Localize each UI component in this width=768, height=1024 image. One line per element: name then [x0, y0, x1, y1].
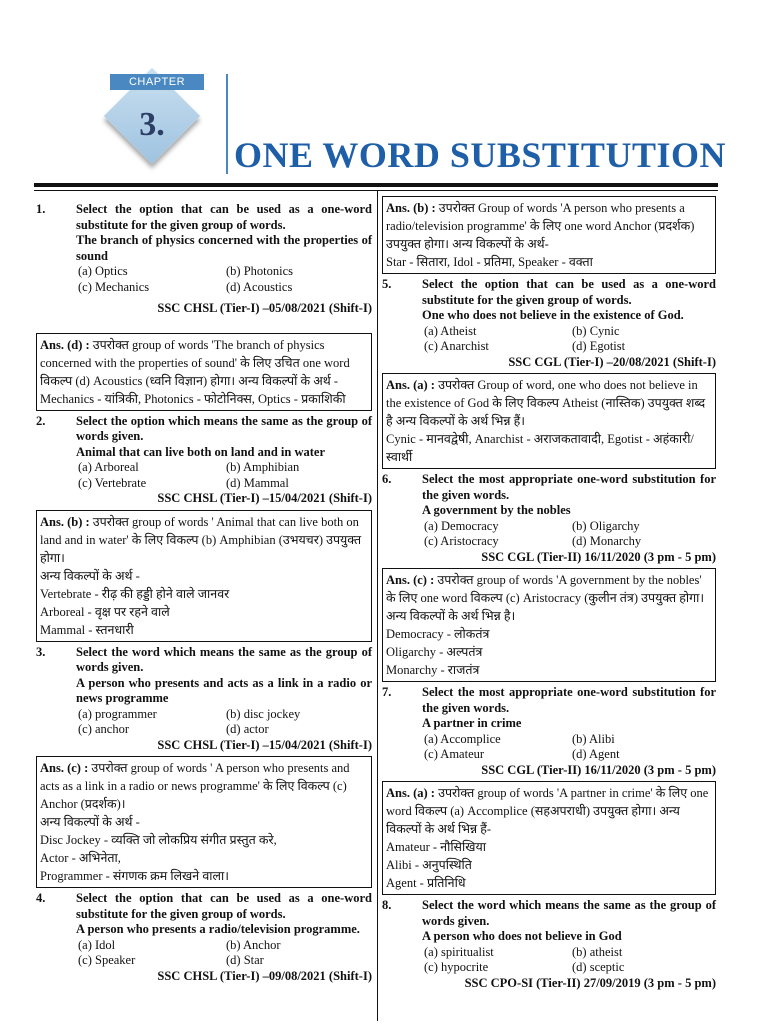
- answer-box-1: [36, 333, 372, 411]
- answer-line: Oligarchy - अल्पतंत्र: [386, 645, 483, 659]
- options: [78, 264, 372, 295]
- option-c: (c) anchor: [78, 722, 130, 736]
- option-c: (c) Vertebrate: [78, 475, 147, 490]
- option-a: (a) Arboreal: [78, 460, 139, 474]
- option-b: (b) Photonics: [226, 264, 294, 278]
- question-5: [382, 277, 716, 324]
- option-b: (b) disc jockey: [226, 706, 301, 721]
- answer-body: उपरोक्त group of words ' Animal that can live both on land and in water' के लिए विकल्प (b) Amphibian (उभयचर) उपयुक्त होगा।: [40, 514, 362, 565]
- options: [424, 324, 716, 355]
- header-rule: [34, 183, 718, 187]
- question-7: [382, 685, 716, 732]
- answer-body: उपरोक्त Group of words 'A person who presents a radio/television programme' के लिए one word Anchor (प्रदर्शक) उपयुक्त होगा। अन्य विकल्पों के अर्थ-: [386, 201, 695, 251]
- question-prompt: A person who does not believe in God: [422, 929, 622, 943]
- question-number: 1.: [36, 202, 46, 216]
- answer-head: Ans. (d) :: [40, 337, 90, 352]
- question-number: 5.: [382, 277, 392, 291]
- answer-box-3: [36, 756, 372, 888]
- options: [424, 519, 716, 550]
- question-6: [382, 472, 716, 519]
- answer-line: Mechanics - यांत्रिकी, Photonics - फोटोनिक्स, Optics - प्रकाशिकी: [40, 391, 346, 406]
- page-title: ONE WORD SUBSTITUTION: [234, 135, 726, 175]
- answer-head: Ans. (a) :: [386, 786, 435, 800]
- exam-source: SSC CHSL (Tier-I) –09/08/2021 (Shift-I): [157, 968, 372, 983]
- question-3: [36, 645, 372, 707]
- option-b: (b) Amphibian: [226, 460, 300, 474]
- answer-line: Amateur - नौसिखिया: [386, 840, 486, 854]
- question-number: 2.: [36, 413, 46, 428]
- question-stem: Select the option which means the same as the group of words given.: [76, 413, 372, 443]
- answer-line: Democracy - लोकतंत्र: [386, 627, 490, 641]
- option-b: (b) Alibi: [572, 731, 615, 746]
- question-2: [36, 414, 372, 461]
- question-stem: Select the word which means the same as the group of words given.: [422, 898, 716, 928]
- option-a: (a) Atheist: [424, 323, 477, 338]
- exam-source: SSC CPO-SI (Tier-II) 27/09/2019 (3 pm - 5 pm): [464, 975, 716, 990]
- question-prompt: A person who presents and acts as a link in a radio or news programme: [76, 675, 372, 705]
- option-c: (c) Anarchist: [424, 339, 489, 353]
- question-number: 7.: [382, 685, 392, 699]
- answer-line: Arboreal - वृक्ष पर रहने वाले: [40, 604, 170, 619]
- answer-box-5: [382, 373, 716, 469]
- answer-line: Star - सितारा, Idol - प्रतिमा, Speaker - वक्ता: [386, 255, 593, 269]
- answer-body: उपरोक्त group of words ' A person who presents and acts as a link in a radio or news programme' के लिए विकल्प (c) Anchor (प्रदर्शक)।: [40, 761, 350, 811]
- answer-line: Cynic - मानवद्वेषी, Anarchist - अराजकतावादी, Egotist - अहंकारी/स्वार्थी: [386, 432, 694, 464]
- answer-body: उपरोक्त group of words 'The branch of physics concerned with the properties of sound' के लिए उचित one word विकल्प (d) Acoustics (ध्वनि विज्ञान) होगा। अन्य विकल्पों के अर्थ -: [40, 337, 350, 388]
- option-d: (d) Acoustics: [226, 279, 293, 294]
- answer-line: Programmer - संगणक क्रम लिखने वाला।: [40, 869, 229, 883]
- option-a: (a) Accomplice: [424, 731, 501, 746]
- question-1: [36, 202, 372, 264]
- header-rule-thin: [34, 190, 718, 191]
- question-stem: Select the most appropriate one-word substitution for the given words.: [422, 685, 716, 715]
- exam-source: SSC CGL (Tier-II) 16/11/2020 (3 pm - 5 pm): [481, 762, 716, 777]
- option-b: (b) atheist: [572, 944, 623, 959]
- answer-head: Ans. (b) :: [386, 201, 436, 215]
- exam-source: SSC CHSL (Tier-I) –15/04/2021 (Shift-I): [157, 491, 372, 505]
- question-prompt: The branch of physics concerned with the properties of sound: [76, 233, 372, 263]
- question-stem: Select the option that can be used as a one-word substitute for the given group of words.: [76, 202, 372, 232]
- question-prompt: A partner in crime: [422, 716, 522, 730]
- question-prompt: A government by the nobles: [422, 503, 571, 517]
- question-number: 4.: [36, 891, 46, 905]
- question-prompt: A person who presents a radio/television programme.: [76, 922, 360, 936]
- option-a: (a) programmer: [78, 706, 157, 721]
- answer-body: उपरोक्त Group of word, one who does not believe in the existence of God के लिए विकल्प Atheist (नास्तिक) उपयुक्त शब्द है अन्य विकल्पों के अर्थ भिन्न हैं।: [386, 378, 706, 428]
- column-divider: [377, 191, 378, 1021]
- right-column: [382, 200, 716, 991]
- question-stem: Select the most appropriate one-word substitution for the given words.: [422, 472, 716, 502]
- option-c: (c) hypocrite: [424, 960, 489, 974]
- answer-line: Disc Jockey - व्यक्ति जो लोकप्रिय संगीत प्रस्तुत करे,: [40, 833, 277, 847]
- question-number: 6.: [382, 472, 392, 486]
- answer-body: उपरोक्त group of words 'A partner in crime' के लिए one word विकल्प (a) Accomplice (सहअपराधी) उपयुक्त होगा। अन्य विकल्पों के अर्थ भिन्न हैं-: [386, 786, 709, 836]
- answer-head: Ans. (a) :: [386, 378, 435, 392]
- answer-line: अन्य विकल्पों के अर्थ -: [40, 568, 140, 583]
- exam-source: SSC CHSL (Tier-I) –05/08/2021 (Shift-I): [157, 301, 372, 315]
- answer-box-6: [382, 568, 716, 682]
- exam-source: SSC CHSL (Tier-I) –15/04/2021 (Shift-I): [157, 737, 372, 752]
- left-column: [36, 200, 372, 984]
- options: [78, 938, 372, 969]
- option-b: (b) Oligarchy: [572, 518, 640, 533]
- option-a: (a) spiritualist: [424, 944, 494, 959]
- answer-head: Ans. (c) :: [40, 761, 89, 775]
- question-stem: Select the option that can be used as a one-word substitute for the given group of words.: [422, 277, 716, 307]
- question-8: [382, 898, 716, 945]
- option-c: (c) Mechanics: [78, 279, 150, 294]
- answer-head: Ans. (b) :: [40, 514, 90, 529]
- question-stem: Select the word which means the same as the group of words given.: [76, 644, 372, 674]
- answer-box-4: [382, 196, 716, 274]
- option-d: (d) actor: [226, 722, 269, 736]
- exam-source: SSC CGL (Tier-I) –20/08/2021 (Shift-I): [508, 354, 716, 369]
- option-c: (c) Aristocracy: [424, 534, 499, 548]
- header-divider: [226, 74, 228, 174]
- option-d: (d) Mammal: [226, 475, 289, 490]
- answer-line: अन्य विकल्पों के अर्थ -: [40, 815, 140, 829]
- options: [424, 945, 716, 976]
- answer-head: Ans. (c) :: [386, 573, 435, 587]
- options: [424, 732, 716, 763]
- option-a: (a) Optics: [78, 264, 128, 278]
- question-prompt: One who does not believe in the existence of God.: [422, 308, 684, 322]
- option-d: (d) sceptic: [572, 960, 625, 974]
- chapter-label: CHAPTER: [110, 74, 204, 90]
- answer-line: Agent - प्रतिनिधि: [386, 876, 466, 890]
- answer-box-2: [36, 510, 372, 642]
- option-d: (d) Agent: [572, 747, 620, 761]
- question-prompt: Animal that can live both on land and in water: [76, 444, 325, 459]
- options: [78, 707, 372, 738]
- option-b: (b) Cynic: [572, 323, 620, 338]
- options: [78, 460, 372, 491]
- option-b: (b) Anchor: [226, 937, 281, 952]
- question-number: 8.: [382, 898, 392, 912]
- question-stem: Select the option that can be used as a one-word substitute for the given group of words.: [76, 891, 372, 921]
- option-d: (d) Egotist: [572, 339, 626, 353]
- answer-body: उपरोक्त group of words 'A government by the nobles' के लिए one word विकल्प (c) Aristocracy (कुलीन तंत्र) उपयुक्त होगा। अन्य विकल्पों के अर्थ भिन्न है।: [386, 573, 705, 623]
- question-number: 3.: [36, 644, 46, 659]
- answer-box-7: [382, 781, 716, 895]
- option-d: (d) Monarchy: [572, 534, 642, 548]
- answer-line: Actor - अभिनेता,: [40, 851, 121, 865]
- option-c: (c) Amateur: [424, 747, 485, 761]
- answer-line: Monarchy - राजतंत्र: [386, 663, 480, 677]
- exam-source: SSC CGL (Tier-II) 16/11/2020 (3 pm - 5 pm): [481, 549, 716, 564]
- option-a: (a) Democracy: [424, 518, 499, 533]
- question-4: [36, 891, 372, 938]
- option-a: (a) Idol: [78, 937, 116, 952]
- option-d: (d) Star: [226, 953, 264, 967]
- option-c: (c) Speaker: [78, 953, 136, 967]
- answer-line: Alibi - अनुपस्थिति: [386, 858, 472, 872]
- answer-line: Vertebrate - रीढ़ की हड्डी होने वाले जानवर: [40, 586, 230, 601]
- answer-line: Mammal - स्तनधारी: [40, 622, 134, 637]
- chapter-number: 3.: [139, 106, 165, 143]
- chapter-badge: [108, 72, 208, 172]
